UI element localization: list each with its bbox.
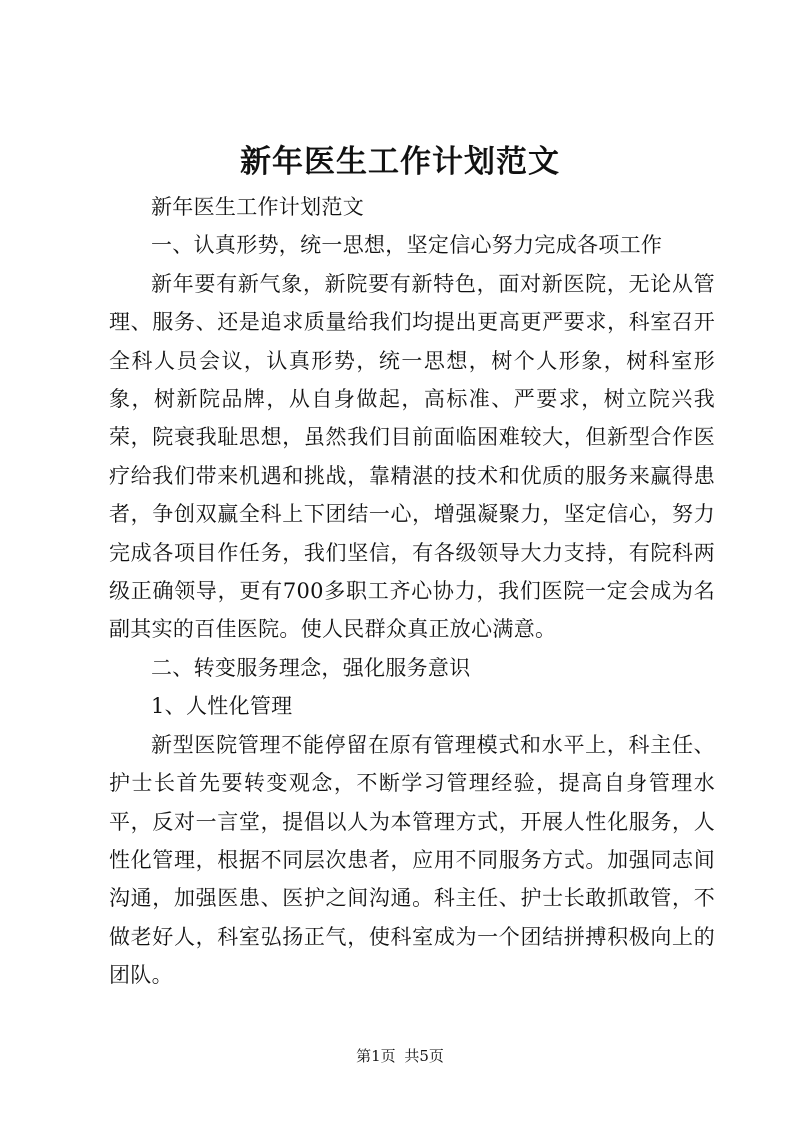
page-total: 共5页 <box>404 1047 444 1065</box>
paragraph-subheading-1: 1、人性化管理 <box>151 694 293 719</box>
paragraph-body-2: 新型医院管理不能停留在原有管理模式和水平上，科主任、护士长首先要转变观念，不断学习管理经验，提高自身管理水平，反对一言堂，提倡以人为本管理方式，开展人性化服务，人性化管理，根据不同层次患者，应用不同服务方式。加强同志间沟通，加强医患、医护之间沟通。科主任、护士长敢抓敢管，不做老好人，科室弘扬正气，使科室成为一个团结拼搏积极向上的团队。 <box>109 732 715 988</box>
document-body <box>109 188 715 995</box>
paragraph-heading-1: 一、认真形势，统一思想，坚定信心努力完成各项工作 <box>151 233 663 258</box>
paragraph-body-1: 新年要有新气象，新院要有新特色，面对新医院，无论从管理、服务、还是追求质量给我们均提出更高更严要求，科室召开全科人员会议，认真形势，统一思想，树个人形象，树科室形象，树新院品牌，从自身做起，高标准、严要求，树立院兴我荣，院衰我耻思想，虽然我们目前面临困难较大，但新型合作医疗给我们带来机遇和挑战，靠精湛的技术和优质的服务来赢得患者，争创双赢全科上下团结一心，增强凝聚力，坚定信心，努力完成各项目作任务，我们坚信，有各级领导大力支持，有院科两级正确领导，更有700多职工齐心协力，我们医院一定会成为名副其实的百佳医院。使人民群众真正放心满意。 <box>109 271 715 642</box>
page-footer <box>0 1046 800 1066</box>
page-number: 第1页 <box>356 1047 396 1065</box>
paragraph-heading-2: 二、转变服务理念，强化服务意识 <box>151 655 471 680</box>
document-title: 新年医生工作计划范文 <box>240 144 560 180</box>
paragraph-subtitle: 新年医生工作计划范文 <box>151 195 364 219</box>
